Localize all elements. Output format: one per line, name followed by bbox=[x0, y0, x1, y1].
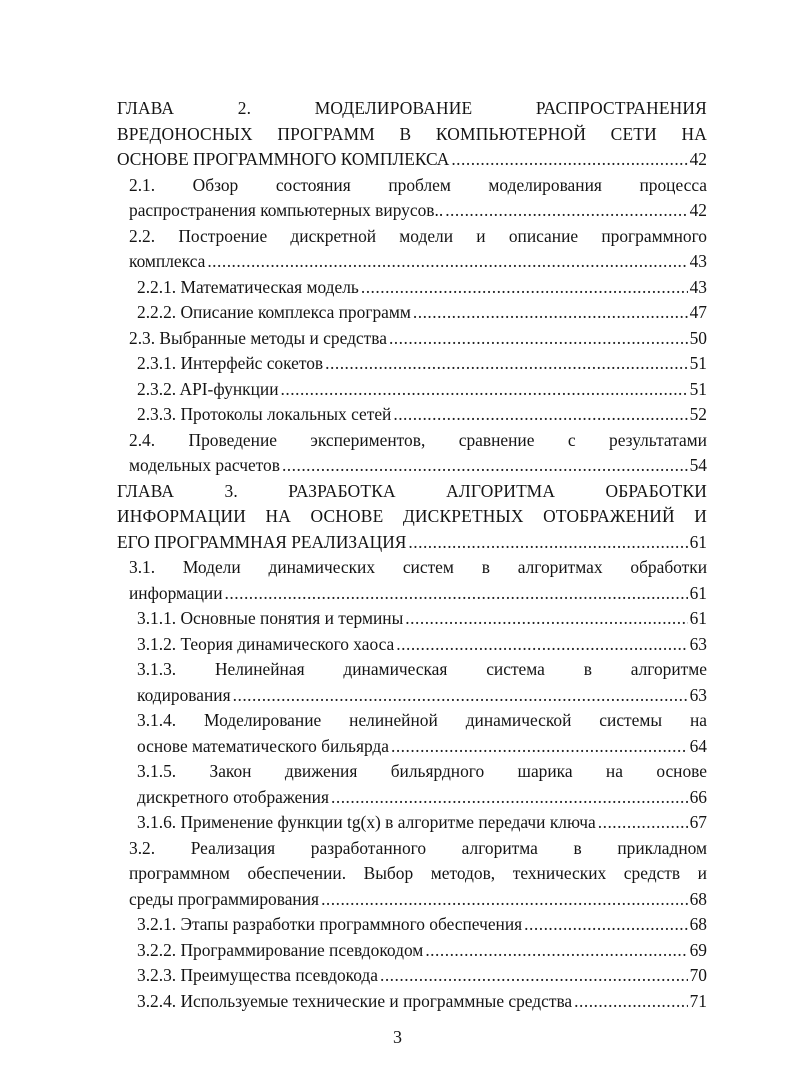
toc-entry-title: среды программирования bbox=[129, 888, 320, 909]
toc-entry-leader-line bbox=[117, 147, 707, 173]
toc-subsection-entry[interactable] bbox=[137, 810, 707, 836]
toc-entry-leader-line bbox=[137, 963, 707, 989]
toc-entry-leader-line bbox=[129, 581, 707, 607]
dot-leader bbox=[225, 581, 688, 607]
toc-page-number: 68 bbox=[689, 888, 707, 909]
toc-chapter-entry[interactable] bbox=[117, 96, 707, 173]
toc-page-number: 43 bbox=[689, 251, 707, 271]
toc-subsection-entry[interactable] bbox=[137, 963, 707, 989]
dot-leader bbox=[598, 810, 688, 836]
toc-entry-leader-line bbox=[137, 402, 707, 428]
toc-entry-title: комплекса bbox=[129, 251, 206, 271]
toc-entry-title: 3.1.1. Основные понятия и термины bbox=[137, 608, 404, 628]
toc-entry-line: ГЛАВА 2. МОДЕЛИРОВАНИЕ РАСПРОСТРАНЕНИЯ bbox=[117, 98, 707, 118]
toc-entry-title: 3.1.6. Применение функции tg(x) в алгоритме передачи ключа bbox=[137, 812, 596, 832]
dot-leader bbox=[524, 912, 687, 938]
dot-leader bbox=[380, 963, 688, 989]
toc-subsection-entry[interactable] bbox=[137, 300, 707, 326]
dot-leader bbox=[361, 275, 688, 301]
toc-subsection-entry[interactable] bbox=[137, 632, 707, 658]
toc-entry-title: 2.3.3. Протоколы локальных сетей bbox=[137, 404, 392, 424]
toc-page-number: 61 bbox=[689, 531, 707, 552]
toc-page-number: 61 bbox=[689, 608, 707, 628]
toc-subsection-entry[interactable] bbox=[137, 938, 707, 964]
dot-leader bbox=[445, 198, 687, 224]
toc-entry-leader-line bbox=[137, 785, 707, 811]
toc-page-number: 68 bbox=[689, 914, 707, 934]
toc-page-number: 54 bbox=[689, 455, 707, 475]
toc-page-number: 42 bbox=[689, 149, 707, 169]
toc-entry-title: 2.2.2. Описание комплекса программ bbox=[137, 302, 411, 322]
toc-entry-leader-line bbox=[137, 300, 707, 326]
toc-entry-leader-line bbox=[137, 275, 707, 301]
toc-entry-leader-line bbox=[137, 377, 707, 403]
toc-entry-title: 3.2.3. Преимущества псевдокода bbox=[137, 965, 378, 985]
toc-section-entry[interactable] bbox=[129, 326, 707, 352]
toc-entry-title: информации bbox=[129, 582, 223, 603]
toc-page-number: 50 bbox=[689, 327, 707, 348]
toc-section-entry[interactable] bbox=[129, 428, 707, 479]
toc-entry-leader-line bbox=[137, 810, 707, 836]
toc-entry-line: 3.1.3. Нелинейная динамическая система в алгоритме bbox=[137, 659, 707, 679]
toc-section-entry[interactable] bbox=[129, 224, 707, 275]
table-of-contents bbox=[117, 96, 707, 1014]
toc-entry-leader-line bbox=[137, 351, 707, 377]
toc-entry-line: 2.1. Обзор состояния проблем моделирования процесса bbox=[129, 174, 707, 195]
dot-leader bbox=[282, 453, 688, 479]
toc-entry-line: 3.1.4. Моделирование нелинейной динамической системы на bbox=[137, 710, 707, 730]
toc-page-number: 67 bbox=[689, 812, 707, 832]
toc-entry-leader-line bbox=[129, 453, 707, 479]
dot-leader bbox=[233, 683, 688, 709]
toc-entry-line: 3.2. Реализация разработанного алгоритма в прикладном bbox=[129, 837, 707, 858]
toc-chapter-entry[interactable] bbox=[117, 479, 707, 556]
toc-entry-title: 2.3.2. API-функции bbox=[137, 378, 279, 399]
toc-subsection-entry[interactable] bbox=[137, 912, 707, 938]
dot-leader bbox=[413, 300, 688, 326]
toc-page-number: 43 bbox=[689, 276, 707, 297]
toc-entry-title: основе математического бильярда bbox=[137, 735, 389, 756]
toc-page-number: 63 bbox=[689, 684, 707, 705]
toc-entry-leader-line bbox=[117, 530, 707, 556]
toc-entry-title: 3.2.2. Программирование псевдокодом bbox=[137, 939, 424, 960]
toc-subsection-entry[interactable] bbox=[137, 759, 707, 810]
toc-entry-line: ВРЕДОНОСНЫХ ПРОГРАММ В КОМПЬЮТЕРНОЙ СЕТИ НА bbox=[117, 123, 707, 144]
toc-page-number: 66 bbox=[689, 786, 707, 807]
dot-leader bbox=[389, 326, 688, 352]
toc-entry-leader-line bbox=[137, 734, 707, 760]
dot-leader bbox=[396, 632, 687, 658]
toc-entry-title: модельных расчетов bbox=[129, 455, 280, 475]
dot-leader bbox=[207, 249, 687, 275]
dot-leader bbox=[325, 351, 687, 377]
toc-subsection-entry[interactable] bbox=[137, 606, 707, 632]
toc-subsection-entry[interactable] bbox=[137, 377, 707, 403]
toc-subsection-entry[interactable] bbox=[137, 402, 707, 428]
toc-entry-line: 3.1. Модели динамических систем в алгоритмах обработки bbox=[129, 557, 707, 577]
toc-page-number: 70 bbox=[689, 965, 707, 985]
toc-entry-title: 3.2.1. Этапы разработки программного обеспечения bbox=[137, 914, 523, 934]
page-number: 3 bbox=[393, 1027, 402, 1047]
toc-entry-title: 3.1.2. Теория динамического хаоса bbox=[137, 633, 395, 654]
toc-entry-title: кодирования bbox=[137, 684, 231, 705]
toc-subsection-entry[interactable] bbox=[137, 708, 707, 759]
toc-entry-title: 2.2.1. Математическая модель bbox=[137, 276, 359, 297]
toc-subsection-entry[interactable] bbox=[137, 351, 707, 377]
toc-page-number: 61 bbox=[689, 582, 707, 603]
toc-entry-line: 2.2. Построение дискретной модели и описание программного bbox=[129, 225, 707, 246]
toc-entry-line: ИНФОРМАЦИИ НА ОСНОВЕ ДИСКРЕТНЫХ ОТОБРАЖЕНИЙ И bbox=[117, 506, 707, 526]
dot-leader bbox=[405, 606, 687, 632]
dot-leader bbox=[331, 785, 688, 811]
toc-entry-leader-line bbox=[129, 249, 707, 275]
toc-page-number: 42 bbox=[689, 200, 707, 220]
toc-entry-title: ОСНОВЕ ПРОГРАММНОГО КОМПЛЕКСА bbox=[117, 149, 450, 169]
dot-leader bbox=[451, 147, 687, 173]
toc-section-entry[interactable] bbox=[129, 173, 707, 224]
toc-page-number: 64 bbox=[689, 735, 707, 756]
toc-page-number: 69 bbox=[689, 939, 707, 960]
toc-entry-leader-line bbox=[137, 632, 707, 658]
toc-entry-leader-line bbox=[129, 198, 707, 224]
toc-entry-title: 3.2.4. Используемые технические и программные средства bbox=[137, 990, 573, 1011]
toc-page-number: 51 bbox=[689, 378, 707, 399]
toc-page-number: 71 bbox=[689, 990, 707, 1011]
toc-subsection-entry[interactable] bbox=[137, 275, 707, 301]
toc-section-entry[interactable] bbox=[129, 836, 707, 913]
toc-subsection-entry[interactable] bbox=[137, 989, 707, 1015]
toc-entry-leader-line bbox=[137, 989, 707, 1015]
toc-entry-leader-line bbox=[137, 683, 707, 709]
toc-page-number: 63 bbox=[689, 633, 707, 654]
dot-leader bbox=[574, 989, 687, 1015]
dot-leader bbox=[393, 402, 687, 428]
toc-entry-line: 2.4. Проведение экспериментов, сравнение с результатами bbox=[129, 429, 707, 450]
toc-entry-leader-line bbox=[137, 938, 707, 964]
toc-entry-title: 2.3. Выбранные методы и средства bbox=[129, 327, 387, 348]
toc-entry-line: программном обеспечении. Выбор методов, технических средств и bbox=[129, 863, 707, 883]
toc-entry-leader-line bbox=[137, 912, 707, 938]
dot-leader bbox=[391, 734, 688, 760]
toc-entry-line: ГЛАВА 3. РАЗРАБОТКА АЛГОРИТМА ОБРАБОТКИ bbox=[117, 480, 707, 501]
toc-entry-title: дискретного отображения bbox=[137, 786, 329, 807]
toc-entry-leader-line bbox=[129, 887, 707, 913]
toc-entry-leader-line bbox=[129, 326, 707, 352]
toc-entry-title: ЕГО ПРОГРАММНАЯ РЕАЛИЗАЦИЯ bbox=[117, 531, 407, 552]
toc-section-entry[interactable] bbox=[129, 555, 707, 606]
dot-leader bbox=[281, 377, 688, 403]
dot-leader bbox=[408, 530, 687, 556]
dot-leader bbox=[321, 887, 688, 913]
toc-page-number: 51 bbox=[689, 353, 707, 373]
dot-leader bbox=[425, 938, 687, 964]
toc-entry-line: 3.1.5. Закон движения бильярдного шарика на основе bbox=[137, 761, 707, 781]
toc-page-number: 47 bbox=[689, 302, 707, 322]
toc-entry-leader-line bbox=[137, 606, 707, 632]
toc-page-number: 52 bbox=[689, 404, 707, 424]
toc-entry-title: 2.3.1. Интерфейс сокетов bbox=[137, 353, 324, 373]
toc-subsection-entry[interactable] bbox=[137, 657, 707, 708]
toc-entry-title: распространения компьютерных вирусов.. bbox=[129, 200, 444, 220]
